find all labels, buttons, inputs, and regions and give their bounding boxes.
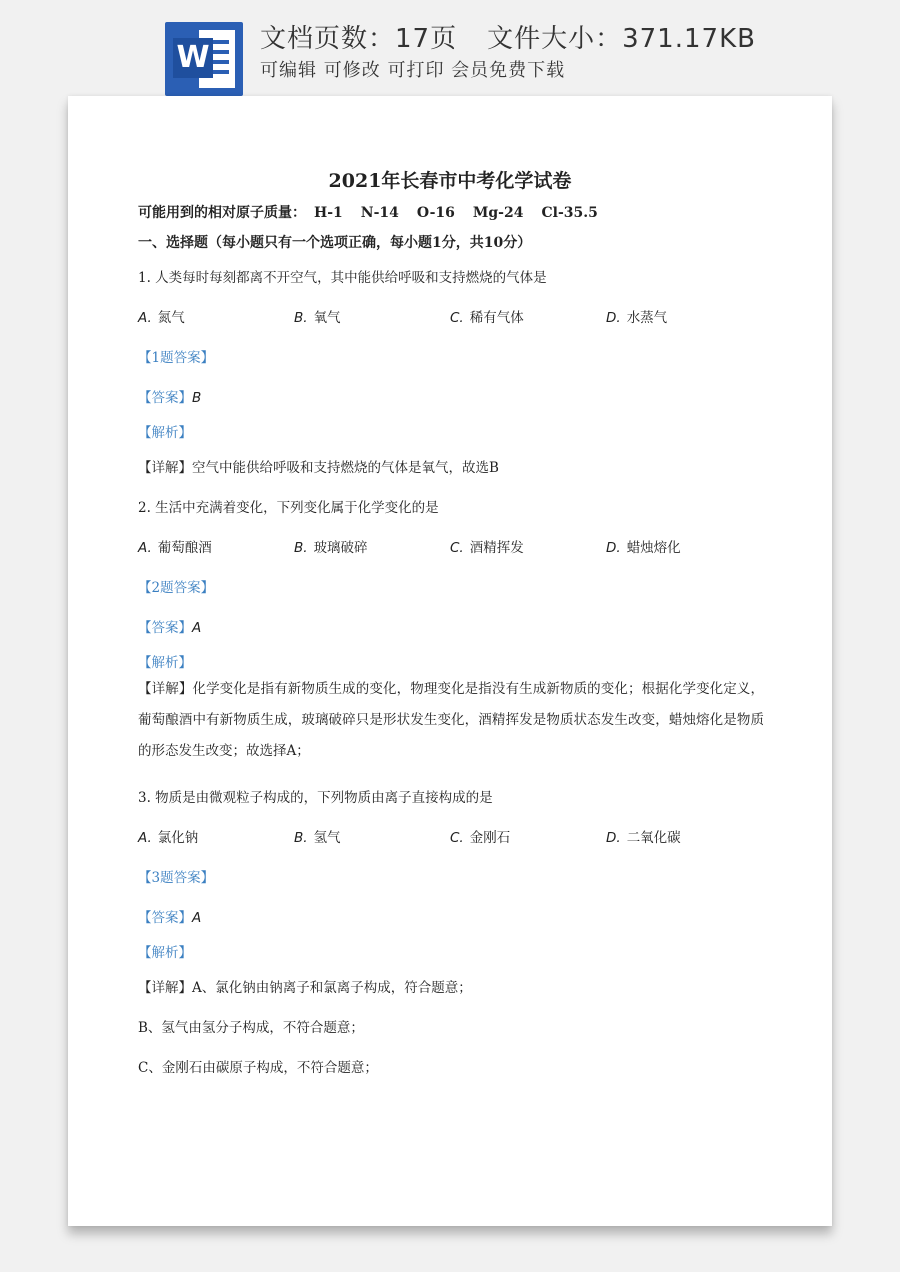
q2-detail: 【详解】化学变化是指有新物质生成的变化，物理变化是指没有生成新物质的变化；根据化学变化定义，葡萄酿酒中有新物质生成，玻璃破碎只是形状发生变化，酒精挥发是物质状态发生改变，蜡烛熔化是物质的形态发生改变；故选择A；: [138, 681, 765, 759]
q3-detail-line-1: 【详解】A、氯化钠由钠离子和氯离子构成，符合题意；: [138, 980, 472, 996]
q1-option-c[interactable]: C. 稀有气体: [450, 310, 524, 326]
atomic-mass-line: 可能用到的相对原子质量： H-1 N-14 O-16 Mg-24 Cl-35.5: [138, 202, 616, 222]
q2-option-d[interactable]: D. 蜡烛熔化: [606, 540, 681, 556]
question-1-stem: 1. 人类每时每刻都离不开空气，其中能供给呼吸和支持燃烧的气体是: [138, 270, 547, 286]
question-3-stem: 3. 物质是由微观粒子构成的，下列物质由离子直接构成的是: [138, 790, 493, 806]
q1-analysis-tag: 【解析】: [138, 425, 192, 441]
word-file-icon: [165, 22, 243, 96]
q1-option-b[interactable]: B. 氧气: [294, 310, 341, 326]
q2-option-c[interactable]: C. 酒精挥发: [450, 540, 524, 556]
file-info: [260, 18, 756, 55]
feature-list: 可编辑 可修改 可打印 会员免费下载: [260, 60, 566, 81]
q2-option-a[interactable]: A. 葡萄酿酒: [138, 540, 212, 556]
question-2-stem: 2. 生活中充满着变化，下列变化属于化学变化的是: [138, 500, 439, 516]
q3-option-d[interactable]: D. 二氧化碳: [606, 830, 681, 846]
q3-option-b[interactable]: B. 氢气: [294, 830, 341, 846]
q3-detail-line-3: C、金刚石由碳原子构成，不符合题意；: [138, 1060, 378, 1076]
q3-analysis-tag: 【解析】: [138, 945, 192, 961]
q2-analysis-tag: 【解析】: [138, 655, 192, 671]
q2-answer: 【答案】A: [138, 620, 202, 636]
q2-option-b[interactable]: B. 玻璃破碎: [294, 540, 368, 556]
q1-answer: 【答案】B: [138, 390, 202, 406]
q3-option-c[interactable]: C. 金刚石: [450, 830, 511, 846]
q1-answer-header: 【1题答案】: [138, 350, 215, 366]
download-banner: [0, 0, 900, 96]
file-size: 文件大小：371.17KB: [487, 24, 756, 54]
page-count: 文档页数：17页: [260, 24, 458, 54]
q2-answer-header: 【2题答案】: [138, 580, 215, 596]
word-logo-letter: W: [173, 38, 213, 78]
page-title: 2021年长春市中考化学试卷: [328, 170, 572, 192]
document-page: [68, 96, 832, 1226]
q3-answer: 【答案】A: [138, 910, 202, 926]
atomic-mass-label: 可能用到的相对原子质量：: [138, 205, 306, 221]
q3-answer-header: 【3题答案】: [138, 870, 215, 886]
q3-option-a[interactable]: A. 氯化钠: [138, 830, 199, 846]
q1-detail: 【详解】空气中能供给呼吸和支持燃烧的气体是氧气，故选B: [138, 460, 499, 476]
q3-detail-line-2: B、氢气由氢分子构成，不符合题意；: [138, 1020, 364, 1036]
q1-option-a[interactable]: A. 氮气: [138, 310, 185, 326]
section-heading: 一、选择题（每小题只有一个选项正确，每小题1分，共10分）: [138, 235, 532, 251]
q1-option-d[interactable]: D. 水蒸气: [606, 310, 668, 326]
